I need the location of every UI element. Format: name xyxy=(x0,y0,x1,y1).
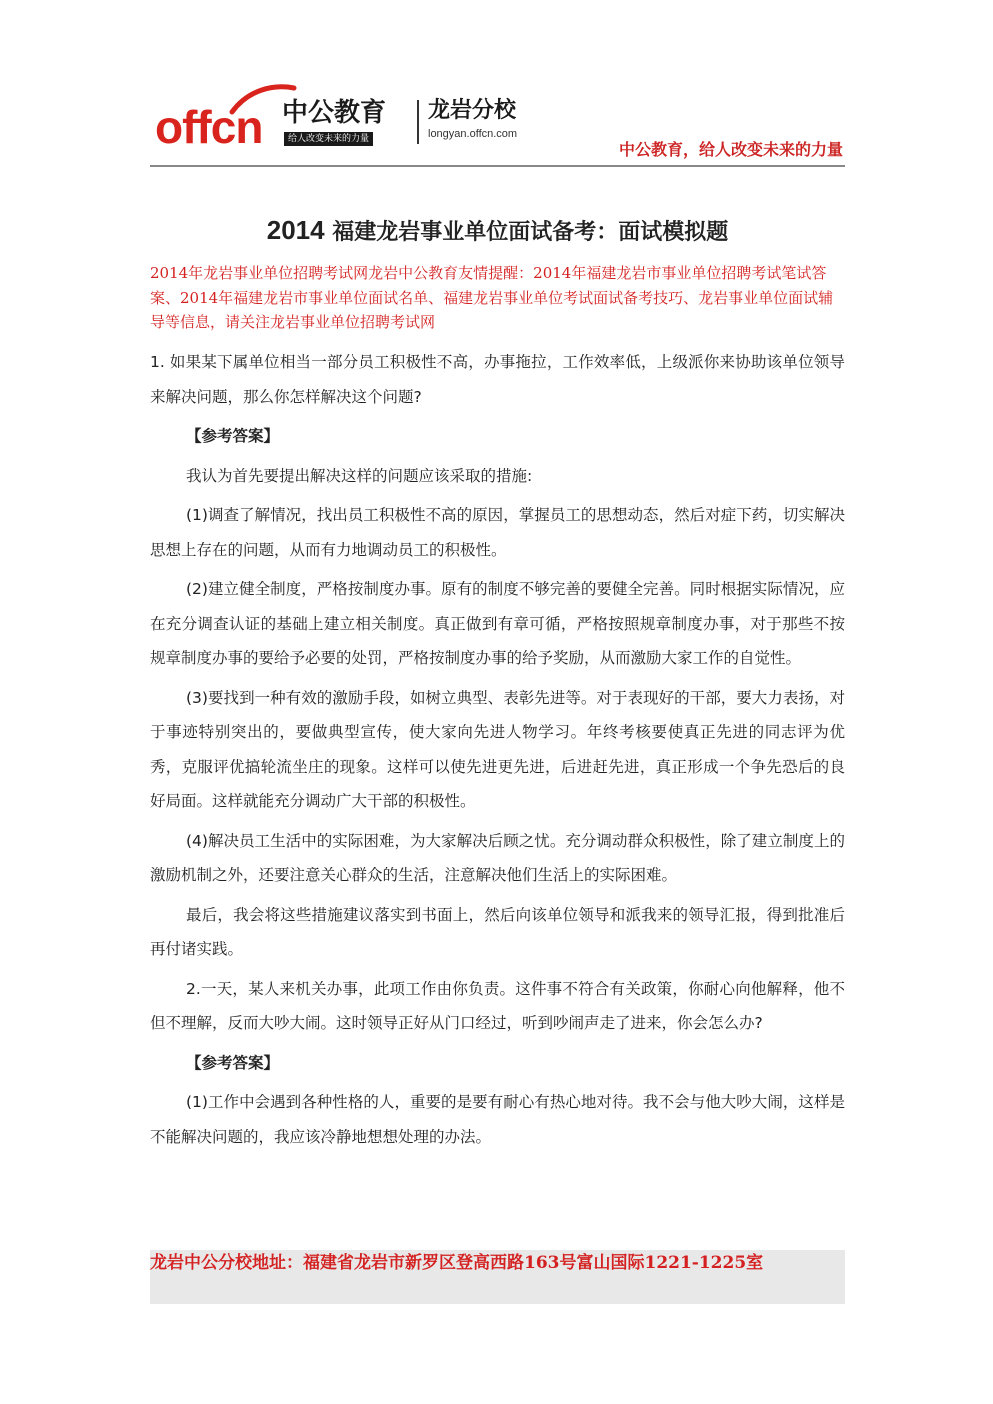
answer-conclusion: 最后，我会将这些措施建议落实到书面上，然后向该单位领导和派我来的领导汇报，得到批准后再付诸实践。 xyxy=(150,905,845,958)
notice-paragraph: 2014年龙岩事业单位招聘考试网龙岩中公教育友情提醒：2014年福建龙岩市事业单位招聘考试笔试答案、2014年福建龙岩市事业单位面试名单、福建龙岩事业单位考试面试备考技巧、龙岩事业单位面试辅导等信息，请关注龙岩事业单位招聘考试网 xyxy=(150,264,834,331)
answer-point-2: (2)建立健全制度，严格按制度办事。原有的制度不够完善的要健全完善。同时根据实际情况，应在充分调查认证的基础上建立相关制度。真正做到有章可循，严格按照规章制度办事，对于那些不按规章制度办事的要给予必要的处罚，严格按制度办事的给予奖励，从而激励大家工作的自觉性。 xyxy=(150,580,845,667)
branch-name: 龙岩分校 xyxy=(428,98,517,123)
article-body xyxy=(150,345,845,1159)
logo-wordmark: offcn xyxy=(155,101,263,153)
logo-divider xyxy=(417,100,419,144)
answer-point-1: (1)调查了解情况，找出员工积极性不高的原因，掌握员工的思想动态，然后对症下药，切实解决思想上存在的问题，从而有力地调动员工的积极性。 xyxy=(150,506,845,559)
question-1: 1. 如果某下属单位相当一部分员工积极性不高，办事拖拉，工作效率低，上级派你来协助该单位领导来解决问题，那么你怎样解决这个问题? xyxy=(150,353,845,406)
logo-chinese-name: 中公教育 xyxy=(282,98,387,128)
answer-point-3: (3)要找到一种有效的激励手段，如树立典型、表彰先进等。对于表现好的干部，要大力表扬，对于事迹特别突出的，要做典型宣传，使大家向先进人物学习。年终考核要使真正先进的同志评为优秀，克服评优搞轮流坐庄的现象。这样可以使先进更先进，后进赶先进，真正形成一个争先恐后的良好局面。这样就能充分调动广大干部的积极性。 xyxy=(150,688,845,810)
title-text: 福建龙岩事业单位面试备考：面试模拟题 xyxy=(332,219,729,245)
title-year: 2014 xyxy=(266,215,325,245)
logo-tagline: 给人改变未来的力量 xyxy=(284,132,373,146)
branch-url: longyan.offcn.com xyxy=(428,128,518,140)
answer-point-1: (1)工作中会遇到各种性格的人，重要的是要有耐心有热心地对待。我不会与他大吵大闹，这样是不能解决问题的，我应该冷静地想想处理的办法。 xyxy=(150,1093,845,1146)
page-title xyxy=(150,213,845,249)
answer-label: 【参考答案】 xyxy=(186,1052,280,1072)
answer-intro: 我认为首先要提出解决这样的问题应该采取的措施: xyxy=(186,466,533,485)
answer-label: 【参考答案】 xyxy=(186,426,280,445)
header-divider xyxy=(150,165,845,167)
answer-point-4: (4)解决员工生活中的实际困难，为大家解决后顾之忧。充分调动群众积极性，除了建立制度上的激励机制之外，还要注意关心群众的生活，注意解决他们生活上的实际困难。 xyxy=(150,831,845,884)
page-header xyxy=(150,78,845,168)
question-2: 2.一天，某人来机关办事，此项工作由你负责。这件事不符合有关政策，你耐心向他解释，他不但不理解，反而大吵大闹。这时领导正好从门口经过，听到吵闹声走了进来，你会怎么办? xyxy=(150,979,845,1032)
header-slogan: 中公教育，给人改变未来的力量 xyxy=(618,140,843,159)
footer-address: 龙岩中公分校地址：福建省龙岩市新罗区登高西路163号富山国际1221-1225室 xyxy=(150,1250,845,1304)
